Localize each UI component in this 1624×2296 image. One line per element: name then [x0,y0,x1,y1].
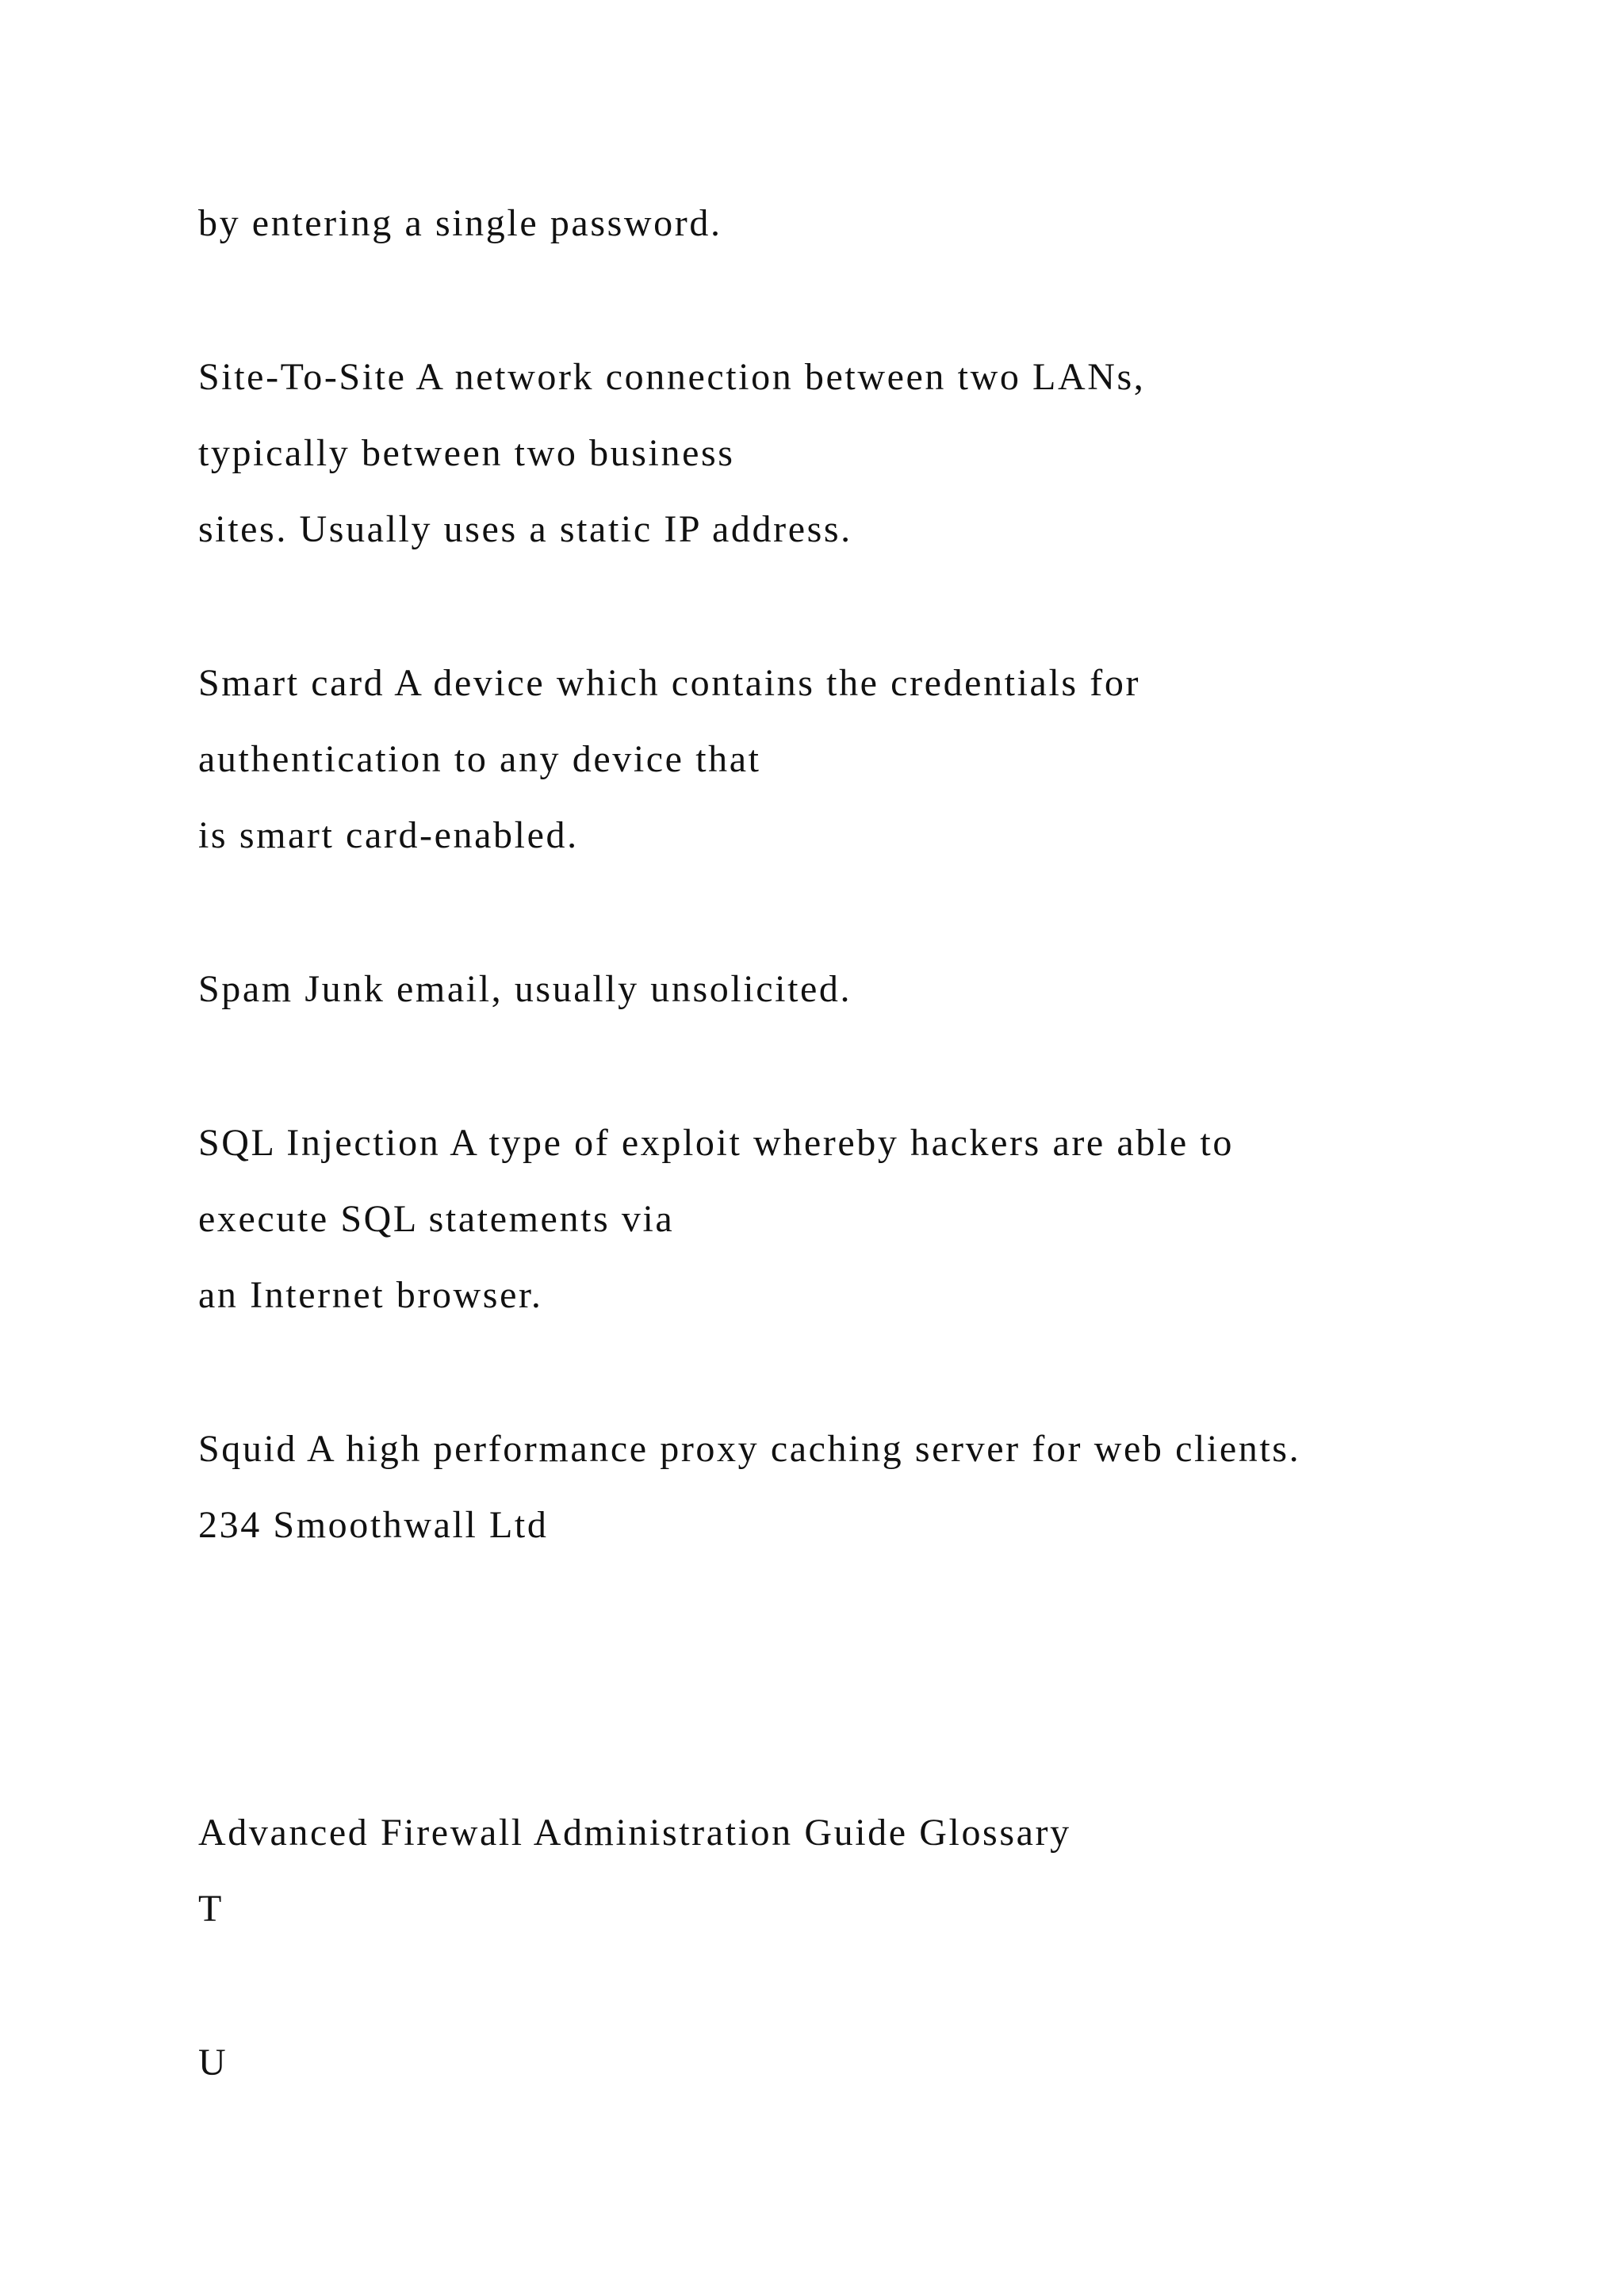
glossary-entry-site-to-site: Site-To-Site A network connection between two LANs, [198,356,1146,398]
text-line: typically between two business [198,432,735,474]
text-line: by entering a single password. [198,202,722,244]
text-line: an Internet browser. [198,1274,543,1316]
page-header: Advanced Firewall Administration Guide Glossary [198,1812,1071,1854]
glossary-entry-spam: Spam Junk email, usually unsolicited. [198,968,852,1010]
text-line: sites. Usually uses a static IP address. [198,508,852,550]
text-line: authentication to any device that [198,738,761,780]
glossary-entry-squid: Squid A high performance proxy caching server for web clients. [198,1428,1301,1470]
glossary-entry-smart-card: Smart card A device which contains the credentials for [198,662,1141,704]
text-line: is smart card-enabled. [198,814,579,856]
glossary-entry-sql-injection: SQL Injection A type of exploit whereby hackers are able to [198,1122,1234,1164]
text-line: execute SQL statements via [198,1198,675,1240]
section-letter-t: T [198,1888,224,1930]
page-footer: 234 Smoothwall Ltd [198,1504,549,1546]
section-letter-u: U [198,2042,228,2084]
